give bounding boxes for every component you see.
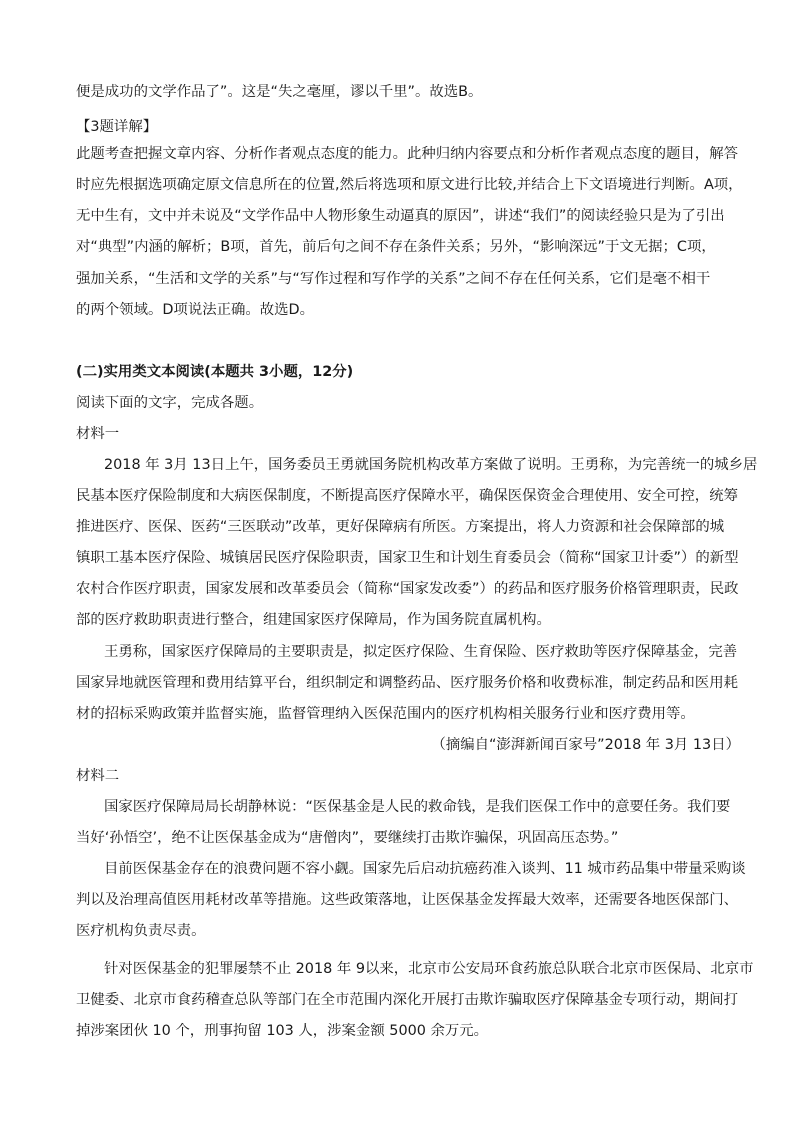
material1-line: 王勇称，国家医疗保障局的主要职责是，拟定医疗保险、生育保险、医疗救助等医疗保障基金，完善	[104, 644, 738, 660]
material2-line: 当好‘孙悟空’，绝不让医保基金成为“唐僧肉”，要继续打击欺诈骗保，巩固高压态势。”	[76, 830, 619, 846]
answer3-line: 此题考查把握文章内容、分析作者观点态度的能力。此种归纳内容要点和分析作者观点态度的题目，解答	[76, 146, 738, 162]
material2-line: 目前医保基金存在的浪费问题不容小觑。国家先后启动抗癌药准入谈判、11 城市药品集中带量采购谈	[104, 861, 746, 877]
material2-label: 材料二	[76, 768, 120, 784]
answer3-line: 时应先根据选项确定原文信息所在的位置,然后将选项和原文进行比较,并结合上下文语境进行判断。A项，	[76, 177, 743, 193]
material1-line: 推进医疗、医保、医药“三医联动”改革，更好保障病有所医。方案提出，将人力资源和社会保障部的城	[76, 519, 725, 535]
material2-line: 掉涉案团伙 10 个，刑事拘留 103 人，涉案金额 5000 余万元。	[76, 1023, 489, 1039]
answer2-closing-line: 便是成功的文学作品了”。这是“失之毫厘，谬以千里”。故选B。	[76, 84, 483, 100]
material2-line: 国家医疗保障局局长胡静林说：“医保基金是人民的救命钱，是我们医保工作中的意要任务。我们要	[104, 799, 731, 815]
material1-line: 民基本医疗保险制度和大病医保制度，不断提高医疗保障水平，确保医保资金合理使用、安全可控，统筹	[76, 488, 738, 504]
material1-line: 材的招标采购政策并监督实施，监督管理纳入医保范围内的医疗机构相关服务行业和医疗费用等。	[76, 706, 695, 722]
material2-line: 判以及治理高值医用耗材改革等措施。这些政策落地，让医保基金发挥最大效率，还需要各地医保部门、	[76, 892, 738, 908]
answer3-line: 的两个领域。D项说法正确。故选D。	[76, 302, 315, 318]
answer3-line: 强加关系，“生活和文学的关系”与“写作过程和写作学的关系”之间不存在任何关系，它们是毫不相干	[76, 271, 711, 287]
answer3-heading: 【3题详解】	[76, 119, 158, 135]
material2-line: 医疗机构负责尽责。	[76, 923, 206, 939]
material1-line: 农村合作医疗职责，国家发展和改革委员会（简称“国家发改委”）的药品和医疗服务价格管理职责，民政	[76, 581, 739, 597]
answer3-line: 无中生有，文中并未说及“文学作品中人物形象生动逼真的原因”，讲述“我们”的阅读经验只是为了引出	[76, 208, 725, 224]
material1-line: 部的医疗救助职责进行整合，组建国家医疗保障局，作为国务院直属机构。	[76, 612, 551, 628]
material2-line: 卫健委、北京市食药稽查总队等部门在全市范围内深化开展打击欺诈骗取医疗保障基金专项行动，期间打	[76, 992, 738, 1008]
material1-source: （摘编自“澎湃新闻百家号”2018 年 3月 13日）	[431, 737, 740, 753]
material1-line: 国家异地就医管理和费用结算平台，组织制定和调整药品、医疗服务价格和收费标准，制定药品和医用耗	[76, 675, 738, 691]
material1-label: 材料一	[76, 426, 120, 442]
material1-line: 镇职工基本医疗保险、城镇居民医疗保险职责，国家卫生和计划生育委员会（简称“国家卫计委”）的新型	[76, 550, 739, 566]
section-instruction: 阅读下面的文字，完成各题。	[76, 395, 264, 411]
material1-line: 2018 年 3月 13日上午，国务委员王勇就国务院机构改革方案做了说明。王勇称，为完善统一的城乡居	[104, 457, 758, 473]
section-title: (二)实用类文本阅读(本题共 3小题，12分)	[76, 364, 354, 380]
material2-line: 针对医保基金的犯罪屡禁不止 2018 年 9以来，北京市公安局环食药旅总队联合北京市医保局、北京市	[104, 961, 754, 977]
answer3-line: 对“典型”内涵的解析；B项，首先，前后句之间不存在条件关系；另外，“影响深远”于文无据；C项，	[76, 239, 716, 255]
